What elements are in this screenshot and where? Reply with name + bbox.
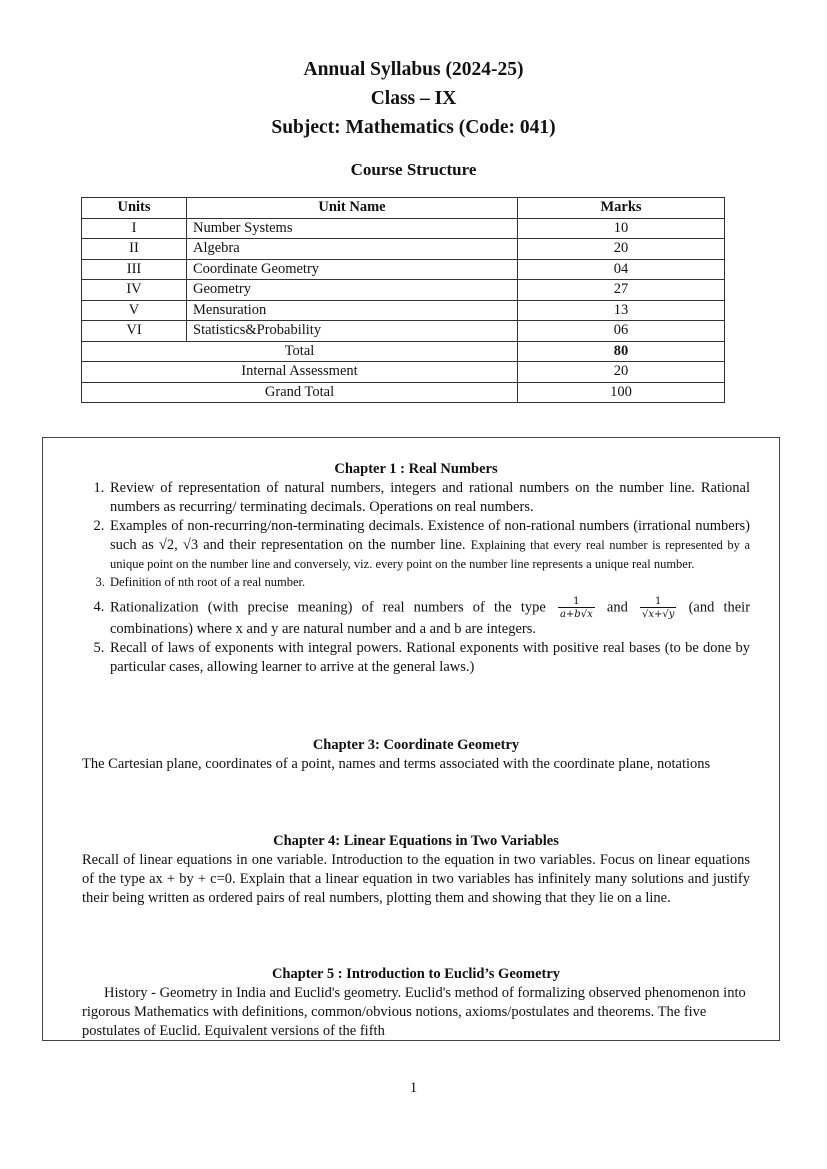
list-item: 4. Rationalization (with precise meaning) of real numbers of the type $\frac{1}{a+b√x}$ and $\frac{1}{√x+√y}$ (and their combinations) where x and y are natural number and a and b are integers. [108,596,750,639]
column-header-unit-name: Unit Name [187,198,518,219]
page-number: 1 [409,1080,418,1096]
subject-label: Subject: Mathematics (Code: 041) [271,117,556,138]
unit-name-cell: Statistics&Probability [187,321,518,342]
table-row [82,321,725,342]
unit-cell: II [82,239,187,260]
unit-name-cell: Coordinate Geometry [187,259,518,280]
grand-total-marks: 100 [518,382,725,403]
table-row [82,259,725,280]
course-structure-title: Course Structure [350,160,477,179]
fraction-2: $\frac{1}{√x+√y}$ [641,595,675,620]
syllabus-content-box [42,437,780,1041]
chapter-4-text: Recall of linear equations in one variable. Introduction to the equation in two variables. Focus on linear equations of the type ax + by + c=0. Explain that a linear equation in two variables has infinitely many solutions and justify their being written as ordered pairs of real numbers, plotting them and showing that they lie on a line. [82,852,750,906]
marks-cell: 13 [518,300,725,321]
unit-cell: I [82,218,187,239]
unit-name-cell: Mensuration [187,300,518,321]
unit-name-cell: Algebra [187,239,518,260]
list-item: 1. Review of representation of natural numbers, integers and rational numbers on the number line. Rational numbers as recurring/ terminating decimals. Operations on real numbers. [108,479,750,517]
class-label: Class – IX [370,88,457,109]
table-header-row [82,198,725,219]
chapter-3-text: The Cartesian plane, coordinates of a point, names and terms associated with the coordinate plane, notations [82,756,711,772]
list-item: 2. Examples of non-recurring/non-terminating decimals. Existence of non-rational numbers (irrational numbers) such as √2, √3 and their representation on the number line. Explaining that every real number is represented by a unique point on the number line and conversely, viz. every point on the number line represents a unique real number. [108,517,750,574]
marks-cell: 04 [518,259,725,280]
table-row [82,280,725,301]
marks-cell: 10 [518,218,725,239]
list-item: 5. Recall of laws of exponents with integral powers. Rational exponents with positive real bases (to be done by particular cases, allowing learner to arrive at the general laws.) [108,639,750,677]
syllabus-title: Annual Syllabus (2024-25) [303,59,524,80]
unit-cell: III [82,259,187,280]
chapter-1-list [82,479,750,677]
total-row [82,341,725,362]
unit-cell: IV [82,280,187,301]
column-header-units: Units [82,198,187,219]
total-label: Total [82,341,518,362]
table-row [82,300,725,321]
chapter-3-title: Chapter 3: Coordinate Geometry [312,737,520,753]
internal-assessment-label: Internal Assessment [82,362,518,383]
grand-total-label: Grand Total [82,382,518,403]
total-marks: 80 [518,341,725,362]
chapter-1-title: Chapter 1 : Real Numbers [334,461,498,477]
unit-name-cell: Geometry [187,280,518,301]
internal-assessment-marks: 20 [518,362,725,383]
unit-cell: V [82,300,187,321]
table-row [82,239,725,260]
marks-cell: 20 [518,239,725,260]
marks-cell: 06 [518,321,725,342]
chapter-4-section [82,832,750,908]
chapter-5-text: History - Geometry in India and Euclid's geometry. Euclid's method of formalizing observed phenomenon into rigorous Mathematics with definitions, common/obvious notions, axioms/postulates and theorems. The five postulates of Euclid. Equivalent versions of the fifth [82,985,746,1039]
chapter-1-section [82,460,750,677]
document-header [0,55,827,142]
chapter-5-section [82,965,750,1041]
internal-assessment-row [82,362,725,383]
grand-total-row [82,382,725,403]
table-row [82,218,725,239]
column-header-marks: Marks [518,198,725,219]
chapter-3-section [82,736,750,774]
chapter-4-title: Chapter 4: Linear Equations in Two Variables [273,833,559,849]
course-structure-table [81,197,725,403]
unit-name-cell: Number Systems [187,218,518,239]
marks-cell: 27 [518,280,725,301]
chapter-5-title: Chapter 5 : Introduction to Euclid’s Geometry [271,966,561,982]
list-item: 3. Definition of nth root of a real number. [108,574,750,592]
unit-cell: VI [82,321,187,342]
fraction-1: $\frac{1}{a+b√x}$ [559,595,593,620]
